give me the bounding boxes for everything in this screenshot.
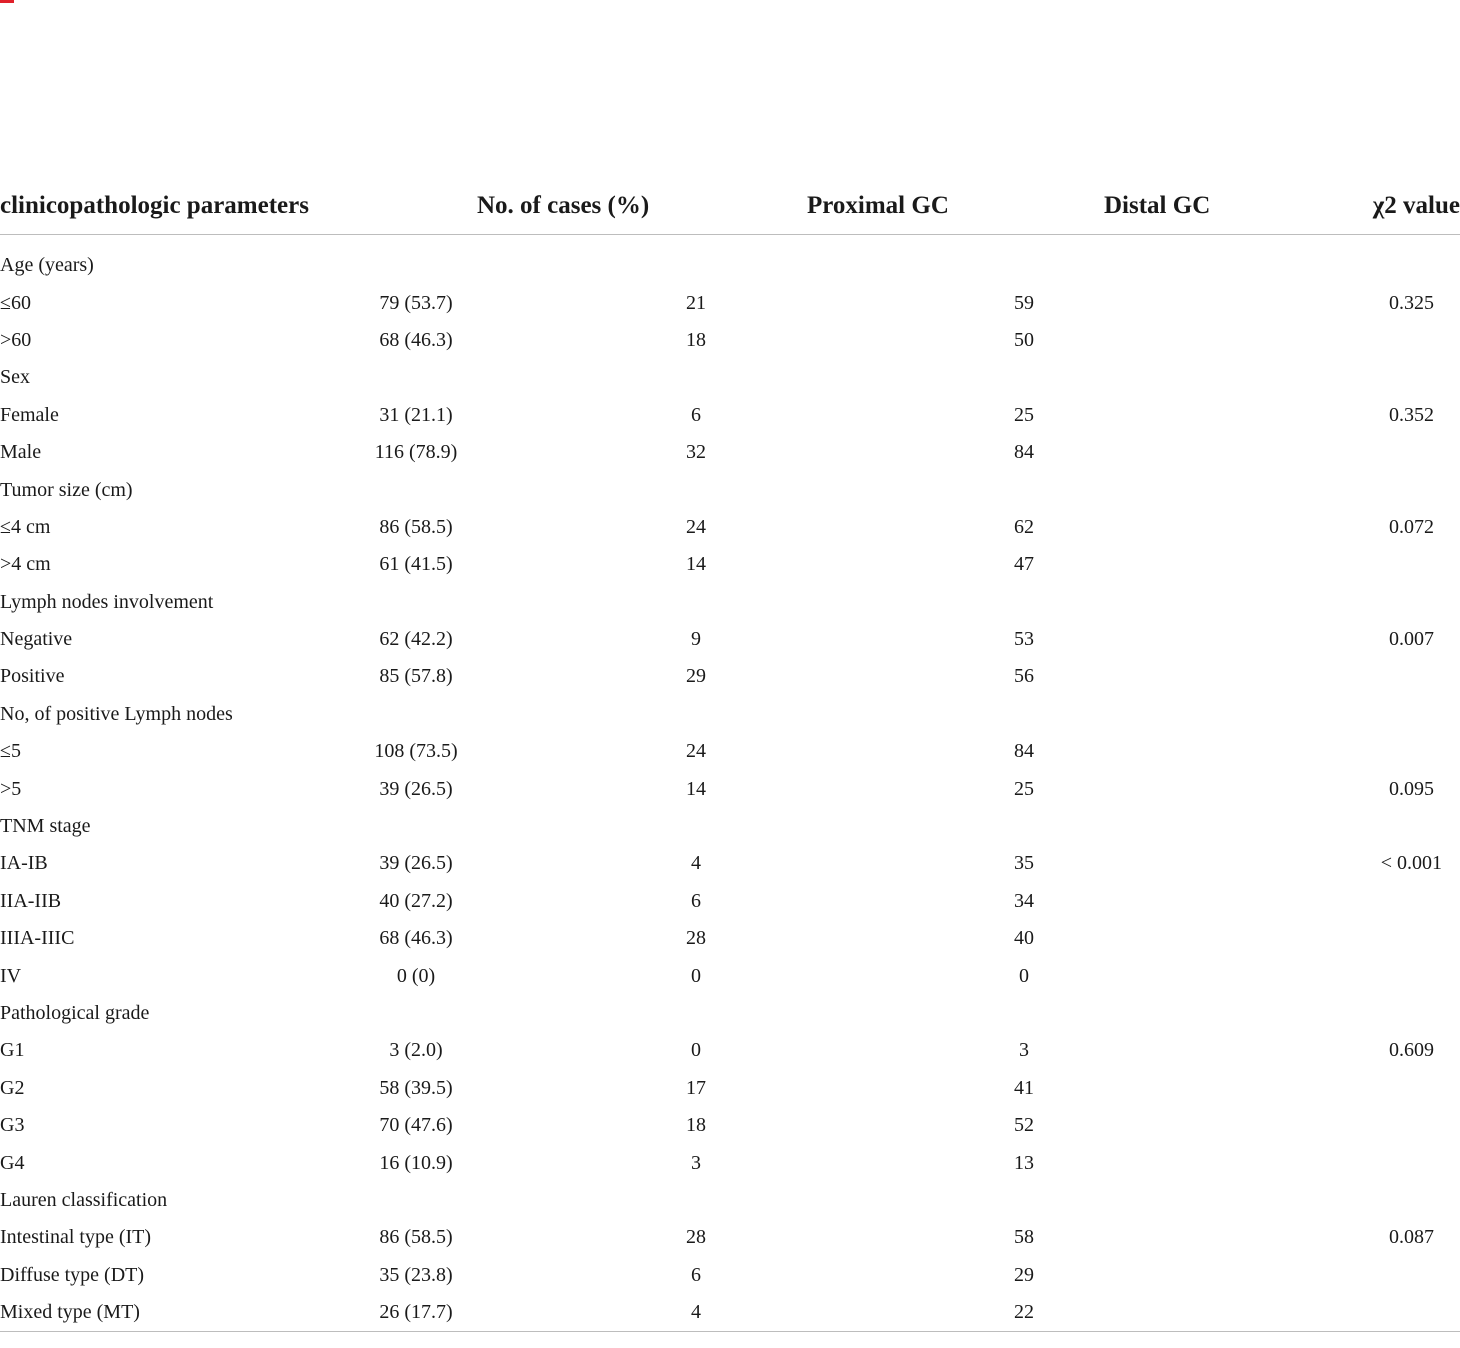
- row-distal-value: 62: [1014, 515, 1034, 538]
- table-row: [0, 658, 1460, 695]
- row-chi: 0.609: [1389, 1039, 1434, 1062]
- header-proximal: Proximal GC: [720, 178, 1045, 235]
- row-chi: 0.095: [1389, 777, 1434, 800]
- row-distal: [1014, 1219, 1277, 1256]
- row-cases: [420, 471, 720, 508]
- row-proximal: [720, 995, 1045, 1032]
- row-distal: [1014, 621, 1277, 658]
- row-chi: [1277, 1257, 1460, 1294]
- row-distal-value: 35: [1014, 852, 1034, 875]
- table-row: [0, 284, 1460, 321]
- row-label: Age (years): [0, 254, 94, 277]
- row-distal-value: 84: [1014, 441, 1034, 464]
- row-proximal: [720, 584, 1045, 621]
- row-label: Male: [0, 441, 42, 464]
- row-chi: [1277, 883, 1460, 920]
- row-label: Female: [0, 403, 59, 426]
- row-cases-value: 39 (26.5): [379, 777, 453, 800]
- row-proximal-value: 21: [686, 291, 706, 314]
- row-proximal-value: 14: [686, 553, 706, 576]
- row-proximal-value: 6: [691, 1263, 701, 1286]
- table-row: [0, 733, 1460, 770]
- row-proximal: [720, 808, 1045, 845]
- table-row: [0, 995, 1460, 1032]
- row-chi: [1277, 957, 1460, 994]
- row-chi: [1277, 247, 1460, 284]
- row-proximal: [720, 696, 1045, 733]
- row-chi: [1277, 733, 1460, 770]
- row-cases-value: 40 (27.2): [379, 889, 453, 912]
- row-distal: [1014, 845, 1277, 882]
- table-row: [0, 1107, 1460, 1144]
- row-distal-value: 41: [1014, 1076, 1034, 1099]
- row-proximal: [720, 247, 1045, 284]
- row-label: Intestinal type (IT): [0, 1226, 152, 1249]
- row-cases: [420, 1182, 720, 1219]
- row-chi: [1277, 1107, 1460, 1144]
- row-distal-value: 52: [1014, 1114, 1034, 1137]
- row-chi: [1277, 322, 1460, 359]
- row-cases-value: 3 (2.0): [389, 1039, 443, 1062]
- row-label: Mixed type (MT): [0, 1294, 420, 1332]
- row-cases-value: 85 (57.8): [379, 665, 453, 688]
- row-cases-value: 108 (73.5): [374, 740, 458, 763]
- row-distal: [1014, 1070, 1277, 1107]
- row-cases-value: 0 (0): [396, 964, 436, 987]
- row-label: Tumor size (cm): [0, 478, 133, 501]
- row-cases-value: 116 (78.9): [374, 441, 458, 464]
- row-chi: 0.007: [1389, 628, 1434, 651]
- row-label: Negative: [0, 628, 73, 651]
- accent-mark: [0, 0, 14, 3]
- row-label: G2: [0, 1076, 25, 1099]
- row-label: Pathological grade: [0, 1002, 150, 1024]
- header-chi: χ2 value: [1277, 178, 1460, 235]
- row-cases-value: 61 (41.5): [379, 553, 453, 576]
- row-chi: [1277, 434, 1460, 471]
- row-proximal: [720, 1182, 1045, 1219]
- row-distal: [1014, 1257, 1277, 1294]
- table-row: [0, 1032, 1460, 1069]
- header-parameters: clinicopathologic parameters: [0, 178, 420, 235]
- row-distal: [1014, 322, 1277, 359]
- table-row: [0, 509, 1460, 546]
- row-chi: 0.325: [1389, 291, 1434, 314]
- row-proximal-value: 3: [691, 1151, 701, 1174]
- row-chi: 0.352: [1389, 403, 1434, 426]
- row-distal-value: 3: [1019, 1039, 1029, 1062]
- row-distal: [1019, 957, 1277, 994]
- row-distal-value: 22: [1014, 1301, 1034, 1324]
- row-distal: [1014, 284, 1277, 321]
- row-chi: [1277, 995, 1460, 1032]
- row-label: Diffuse type (DT): [0, 1263, 145, 1286]
- row-distal: [1014, 546, 1277, 583]
- row-chi: [1277, 546, 1460, 583]
- row-label: IA-IB: [0, 852, 48, 875]
- row-proximal: [720, 471, 1045, 508]
- row-chi: < 0.001: [1380, 852, 1442, 875]
- header-distal: Distal GC: [1045, 178, 1277, 235]
- table-row: [0, 883, 1460, 920]
- row-distal: [1014, 1107, 1277, 1144]
- row-distal-value: 25: [1014, 777, 1034, 800]
- row-proximal-value: 28: [686, 927, 706, 950]
- row-proximal: [720, 359, 1045, 396]
- row-cases-value: 86 (58.5): [379, 515, 453, 538]
- table-row: [0, 584, 1460, 621]
- row-proximal-value: 32: [686, 441, 706, 464]
- row-chi: [1277, 1070, 1460, 1107]
- row-distal-value: 58: [1014, 1226, 1034, 1249]
- row-chi: 0.087: [1389, 1226, 1434, 1249]
- row-proximal-value: 24: [686, 740, 706, 763]
- table-row: [0, 957, 1460, 994]
- row-label: >5: [0, 777, 22, 800]
- row-label: Sex: [0, 366, 30, 389]
- row-distal-value: 56: [1014, 665, 1034, 688]
- row-distal: [1014, 920, 1277, 957]
- row-cases-value: 68 (46.3): [379, 328, 453, 351]
- header-row: [0, 178, 1460, 235]
- row-proximal-value: 14: [686, 777, 706, 800]
- table-row: [0, 920, 1460, 957]
- row-cases: [420, 359, 720, 396]
- table-row: [0, 471, 1460, 508]
- row-label: No, of positive Lymph nodes: [0, 702, 233, 725]
- row-label: >4 cm: [0, 553, 51, 576]
- row-proximal-value: 28: [686, 1226, 706, 1249]
- row-proximal-value: 29: [686, 665, 706, 688]
- row-cases: [420, 696, 720, 733]
- row-cases-value: 58 (39.5): [379, 1076, 453, 1099]
- row-proximal-value: 18: [686, 1114, 706, 1137]
- row-proximal-value: 24: [686, 515, 706, 538]
- row-proximal-value: 4: [691, 1301, 701, 1324]
- row-distal: [1014, 733, 1277, 770]
- table-row: [0, 1257, 1460, 1294]
- table-row: [0, 1219, 1460, 1256]
- row-proximal-value: 9: [691, 628, 701, 651]
- row-chi: [1277, 1144, 1460, 1181]
- row-chi: [1277, 584, 1460, 621]
- row-chi: [1277, 696, 1460, 733]
- row-label: >60: [0, 328, 32, 351]
- header-cases: No. of cases (%): [420, 178, 720, 235]
- row-label: Lymph nodes involvement: [0, 590, 214, 613]
- table-row: [0, 1294, 1460, 1332]
- row-label: Positive: [0, 665, 65, 688]
- row-distal: [1014, 434, 1277, 471]
- row-distal: [1045, 359, 1277, 396]
- row-cases-value: 79 (53.7): [379, 291, 453, 314]
- row-distal: [1014, 1144, 1277, 1181]
- row-distal-value: 47: [1014, 553, 1034, 576]
- row-cases: [420, 247, 720, 284]
- row-distal: [1045, 995, 1277, 1032]
- row-distal-value: 34: [1014, 889, 1034, 912]
- row-distal-value: 0: [1019, 964, 1029, 987]
- row-cases-value: 31 (21.1): [379, 403, 453, 426]
- row-chi: [1277, 920, 1460, 957]
- table-row: [0, 845, 1460, 882]
- table-row: [0, 546, 1460, 583]
- row-cases: [420, 584, 720, 621]
- row-cases-value: 68 (46.3): [379, 927, 453, 950]
- table-row: [0, 1182, 1460, 1219]
- row-distal: [1045, 1182, 1277, 1219]
- row-chi: [1277, 1294, 1460, 1332]
- row-chi: [1277, 808, 1460, 845]
- row-distal: [1014, 658, 1277, 695]
- row-label: IIA-IIB: [0, 889, 62, 912]
- row-label: ≤4 cm: [0, 515, 51, 538]
- row-chi: [1277, 359, 1460, 396]
- row-chi: [1277, 658, 1460, 695]
- table-row: [0, 1070, 1460, 1107]
- row-label: ≤5: [0, 740, 21, 763]
- row-distal: [1045, 247, 1277, 284]
- row-distal: [1014, 883, 1277, 920]
- table-row: [0, 621, 1460, 658]
- row-proximal-value: 4: [691, 852, 701, 875]
- table-row: [0, 397, 1460, 434]
- row-chi: [1277, 471, 1460, 508]
- row-label: IV: [0, 964, 22, 987]
- row-distal-value: 50: [1014, 328, 1034, 351]
- table-row: [0, 247, 1460, 284]
- row-distal: [1045, 696, 1277, 733]
- row-cases: [420, 995, 720, 1032]
- row-distal: [1014, 770, 1277, 807]
- row-distal-value: 25: [1014, 403, 1034, 426]
- row-cases-value: 35 (23.8): [379, 1263, 453, 1286]
- table-row: [0, 696, 1460, 733]
- row-label: G3: [0, 1114, 25, 1137]
- row-distal: [1045, 584, 1277, 621]
- table-body: [0, 247, 1460, 1332]
- row-chi: [1277, 1182, 1460, 1219]
- row-distal: [1014, 397, 1277, 434]
- row-label: G1: [0, 1039, 25, 1062]
- row-cases-value: 16 (10.9): [379, 1151, 453, 1174]
- row-distal-value: 29: [1014, 1263, 1034, 1286]
- table-row: [0, 322, 1460, 359]
- row-distal: [1014, 1294, 1277, 1332]
- row-distal: [1045, 471, 1277, 508]
- row-cases-value: 86 (58.5): [379, 1226, 453, 1249]
- row-label: ≤60: [0, 291, 31, 314]
- row-distal-value: 40: [1014, 927, 1034, 950]
- row-cases-value: 62 (42.2): [379, 628, 453, 651]
- row-label: G4: [0, 1151, 25, 1174]
- row-cases: [420, 808, 720, 845]
- table-header: [0, 178, 1460, 247]
- clinicopathologic-table: [0, 178, 1460, 1332]
- table-row: [0, 1144, 1460, 1181]
- row-proximal-value: 0: [691, 964, 701, 987]
- row-distal: [1045, 808, 1277, 845]
- table-row: [0, 808, 1460, 845]
- row-distal-value: 53: [1014, 628, 1034, 651]
- row-cases-value: 70 (47.6): [379, 1114, 453, 1137]
- row-proximal-value: 6: [691, 889, 701, 912]
- row-cases-value: 39 (26.5): [379, 852, 453, 875]
- row-label: Lauren classification: [0, 1188, 168, 1211]
- table-row: [0, 359, 1460, 396]
- row-proximal-value: 0: [691, 1039, 701, 1062]
- row-distal: [1014, 509, 1277, 546]
- row-distal-value: 59: [1014, 291, 1034, 314]
- row-distal-value: 13: [1014, 1151, 1034, 1174]
- row-distal-value: 84: [1014, 740, 1034, 763]
- row-cases-value: 26 (17.7): [379, 1301, 453, 1324]
- row-proximal-value: 18: [686, 328, 706, 351]
- row-proximal-value: 6: [691, 403, 701, 426]
- row-label: TNM stage: [0, 815, 91, 838]
- table-row: [0, 770, 1460, 807]
- row-chi: 0.072: [1389, 515, 1434, 538]
- table-row: [0, 434, 1460, 471]
- row-label: IIIA-IIIC: [0, 927, 75, 950]
- row-distal: [1019, 1032, 1277, 1069]
- row-proximal-value: 17: [686, 1076, 706, 1099]
